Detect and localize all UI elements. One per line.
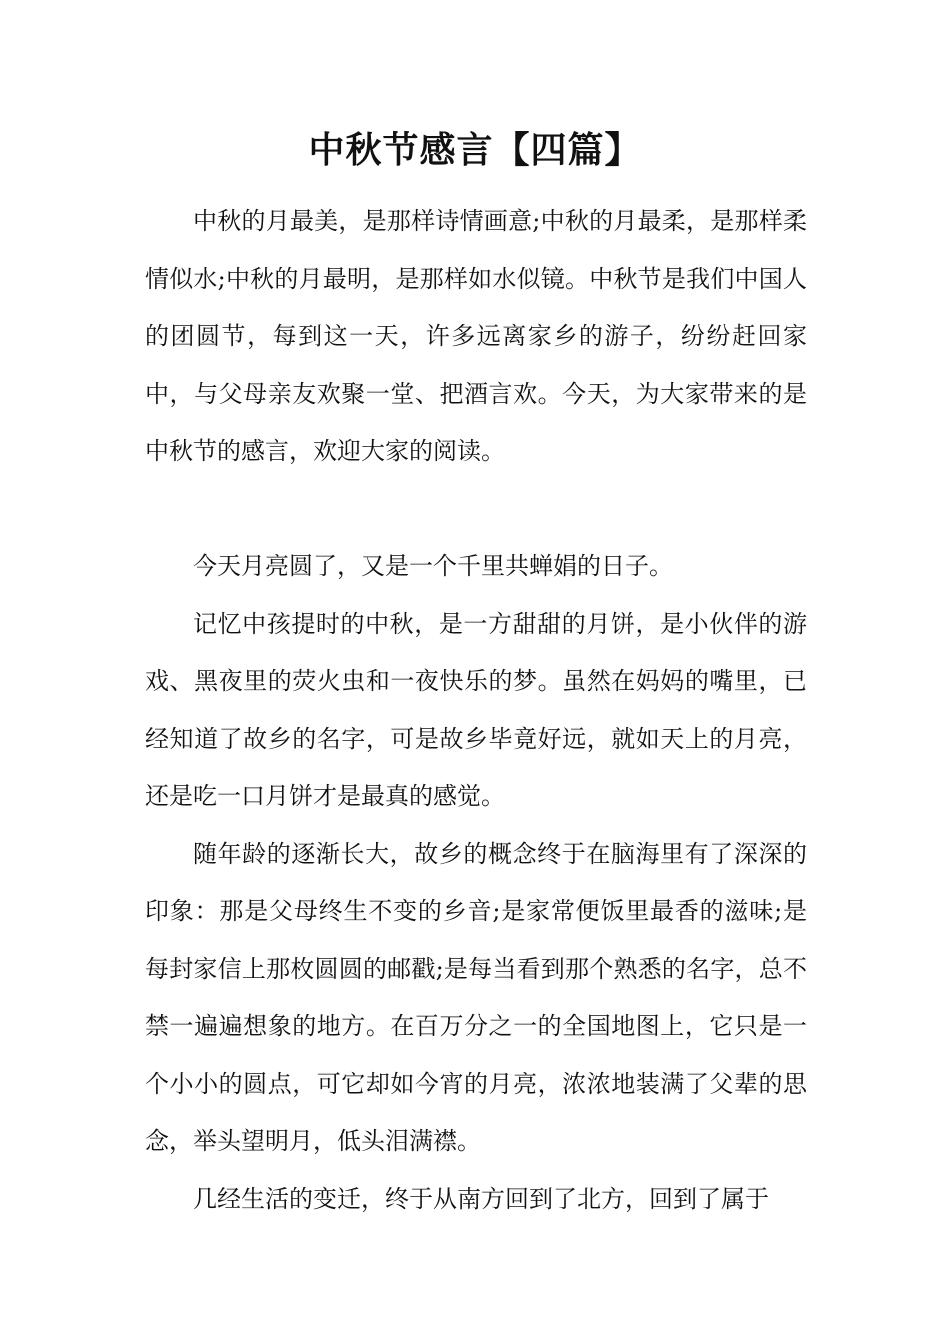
paragraph-2: 记忆中孩提时的中秋，是一方甜甜的月饼，是小伙伴的游戏、黑夜里的荧火虫和一夜快乐的梦。虽然在妈妈的嘴里，已经知道了故乡的名字，可是故乡毕竟好远，就如天上的月亮，还是吃一口月饼才是最真的感觉。 (145, 609, 807, 810)
document-body (145, 193, 807, 1228)
paragraph-1: 今天月亮圆了，又是一个千里共蝉娟的日子。 (193, 552, 673, 580)
paragraph-3: 随年龄的逐渐长大，故乡的概念终于在脑海里有了深深的印象：那是父母终生不变的乡音;是家常便饭里最香的滋味;是每封家信上那枚圆圆的邮戳;是每当看到那个熟悉的名字，总不禁一遍遍想象的地方。在百万分之一的全国地图上，它只是一个小小的圆点，可它却如今宵的月亮，浓浓地装满了父辈的思念，举头望明月，低头泪满襟。 (145, 839, 807, 1155)
document-title: 中秋节感言【四篇】 (308, 129, 642, 171)
paragraph-intro: 中秋的月最美，是那样诗情画意;中秋的月最柔，是那样柔情似水;中秋的月最明，是那样如水似镜。中秋节是我们中国人的团圆节，每到这一天，许多远离家乡的游子，纷纷赶回家中，与父母亲友欢聚一堂、把酒言欢。今天，为大家带来的是中秋节的感言，欢迎大家的阅读。 (145, 207, 807, 465)
paragraph-4: 几经生活的变迁，终于从南方回到了北方，回到了属于 (193, 1184, 769, 1213)
